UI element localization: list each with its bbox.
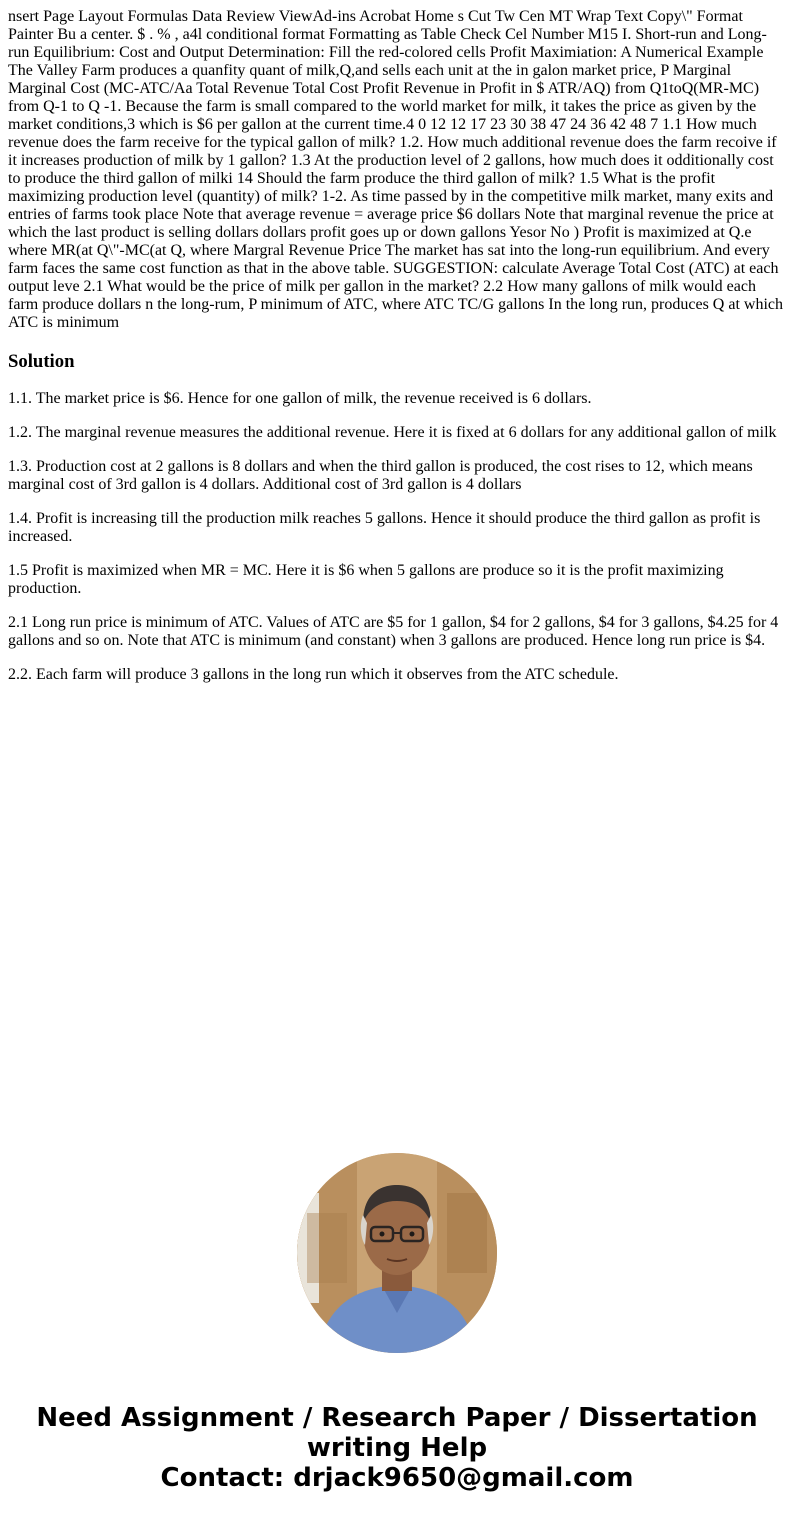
author-portrait-image: [297, 1153, 497, 1353]
answer-1-5: 1.5 Profit is maximized when MR = MC. Here it is $6 when 5 gallons are produce so it is the profit maximizing production.: [8, 562, 724, 597]
answer-1-1: 1.1. The market price is $6. Hence for one gallon of milk, the revenue received is 6 dollars.: [8, 390, 592, 407]
promo-line-1: Need Assignment / Research Paper / Dissertation: [36, 1403, 758, 1433]
promo-line-2: writing Help: [306, 1433, 488, 1463]
answer-2-2: 2.2. Each farm will produce 3 gallons in the long run which it observes from the ATC schedule.: [8, 666, 619, 683]
solution-answers: [8, 390, 786, 700]
answer-2-1: 2.1 Long run price is minimum of ATC. Values of ATC are $5 for 1 gallon, $4 for 2 gallons, $4 for 3 gallons, $4.25 for 4 gallons and so on. Note that ATC is minimum (and constant) when 3 gallons are produced. Hence long run price is $4.: [8, 614, 779, 649]
promo-contact-line: Contact: drjack9650@gmail.com: [160, 1463, 634, 1493]
answer-1-2: 1.2. The marginal revenue measures the additional revenue. Here it is fixed at 6 dollars for any additional gallon of milk: [8, 424, 777, 441]
promo-banner: [0, 1403, 794, 1493]
solution-heading: Solution: [8, 351, 75, 372]
answer-1-4: 1.4. Profit is increasing till the production milk reaches 5 gallons. Hence it should produce the third gallon as profit is increased.: [8, 510, 761, 545]
author-avatar: [297, 1153, 497, 1353]
answer-1-3: 1.3. Production cost at 2 gallons is 8 dollars and when the third gallon is produced, the cost rises to 12, which means marginal cost of 3rd gallon is 4 dollars. Additional cost of 3rd gallon is 4 dollars: [8, 458, 753, 493]
question-text: nsert Page Layout Formulas Data Review ViewAd-ins Acrobat Home s Cut Tw Cen MT Wrap Text Copy\" Format Painter Bu a center. $ . % , a4l conditional format Formatting as Table Check Cel Number M15 I. Short-run and Long-run Equilibrium: Cost and Output Determination: Fill the red-colored cells Profit Maximiation: A Numerical Example The Valley Farm produces a quanfity quant of milk,Q,and sells each unit at the in galon market price, P Marginal Marginal Cost (MC-ATC/Aa Total Revenue Total Cost Profit Revenue in Profit in $ ATR/AQ) from Q1toQ(MR-MC) from Q-1 to Q -1. Because the farm is small compared to the world market for milk, it takes the price as given by the market conditions,3 which is $6 per gallon at the current time.4 0 12 12 17 23 30 38 47 24 36 42 48 7 1.1 How much revenue does the farm receive for the typical gallon of milk? 1.2. How much additional revenue does the farm recoive if it increases production of milk by 1 gallon? 1.3 At the production level of 2 gallons, how much does it odditionally cost to produce the third gallon of milki 14 Should the farm produce the third gallon of milk? 1.5 What is the profit maximizing production level (quantity) of milk? 1-2. As time passed by in the competitive milk market, many exits and entries of farms took place Note that average revenue = average price $6 dollars Note that marginal revenue the price at which the last product is selling dollars dollars profit goes up or down gallons Yesor No ) Profit is maximized at Q.e where MR(at Q\"-MC(at Q, where Margral Revenue Price The market has sat into the long-run equilibrium. And every farm faces the same cost function as that in the above table. SUGGESTION: calculate Average Total Cost (ATC) at each output leve 2.1 What would be the price of milk per gallon in the market? 2.2 How many gallons of milk would each farm produce dollars n the long-rum, P minimum of ATC, where ATC TC/G gallons In the long run, produces Q at which ATC is minimum: [8, 8, 783, 331]
